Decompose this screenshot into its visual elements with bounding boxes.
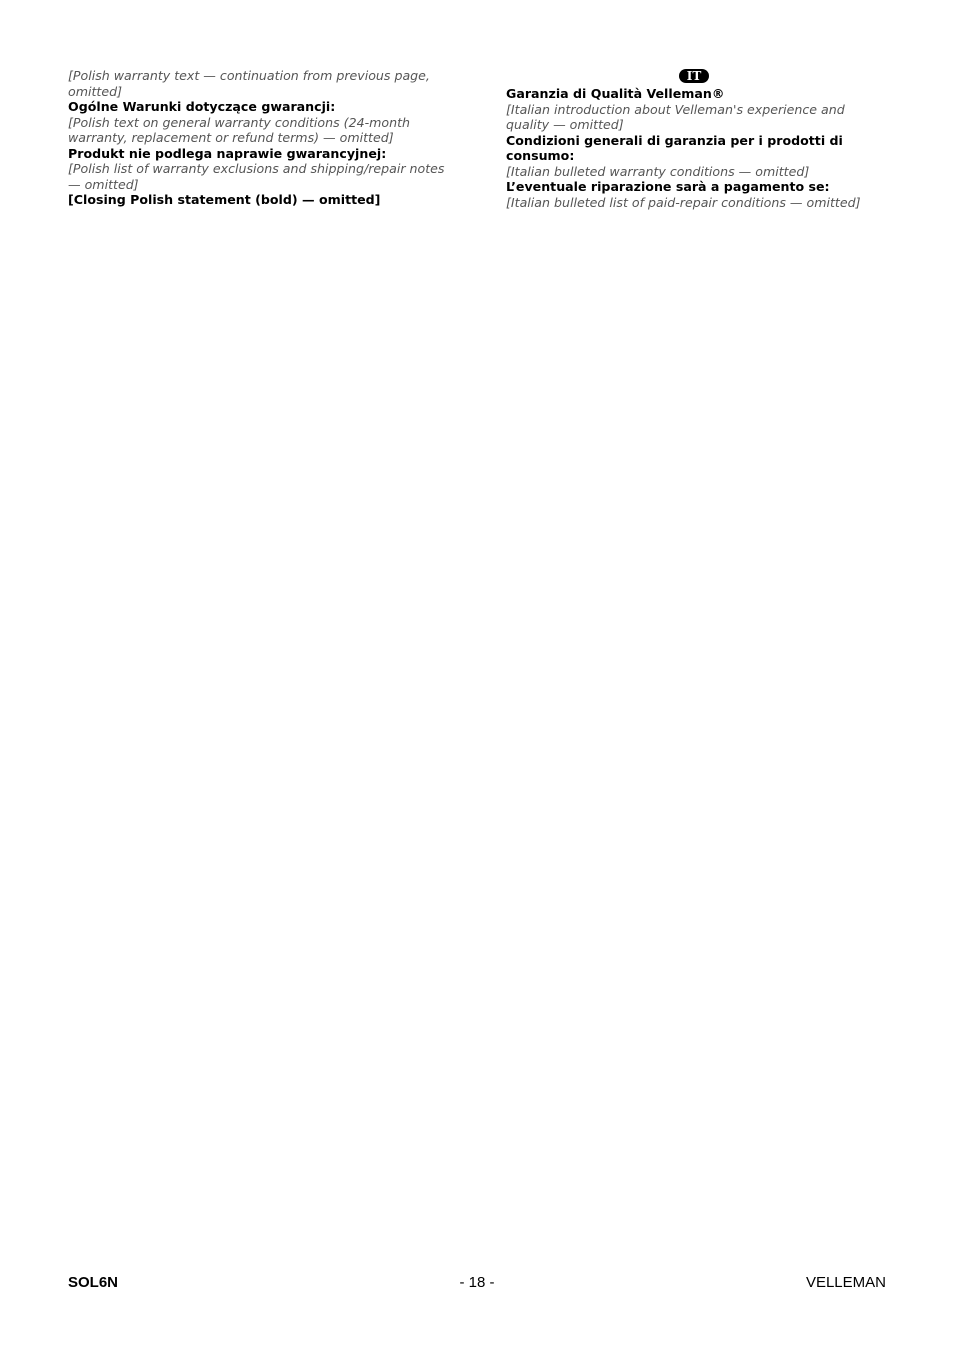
- right-column-heading: Garanzia di Qualità Velleman®: [506, 86, 725, 101]
- page-footer: [68, 1274, 886, 1294]
- left-column-paragraph: [Polish list of warranty exclusions and shipping/repair notes — omitted]: [68, 161, 445, 192]
- right-column-content: [506, 86, 888, 210]
- right-column: [506, 68, 888, 210]
- language-badge-it: IT: [679, 69, 710, 83]
- language-badge-wrap: [506, 68, 888, 84]
- right-column-paragraph: [Italian bulleted list of paid-repair conditions — omitted]: [506, 194, 861, 210]
- footer-page-number: - 18 -: [459, 1274, 495, 1291]
- right-column-heading: Condizioni generali di garanzia per i prodotti di consumo:: [506, 132, 843, 163]
- footer-brand: VELLEMAN: [805, 1274, 886, 1291]
- left-column-paragraph: [Polish warranty text — continuation from previous page, omitted]: [68, 68, 430, 99]
- left-column-heading: [Closing Polish statement (bold) — omitted]: [68, 192, 381, 207]
- right-column-paragraph: [Italian introduction about Velleman's experience and quality — omitted]: [506, 101, 845, 132]
- left-column-heading: Produkt nie podlega naprawie gwarancyjnej:: [68, 145, 387, 161]
- right-column-heading: L’eventuale riparazione sarà a pagamento se:: [506, 179, 830, 194]
- left-column-paragraph: [Polish text on general warranty conditions (24-month warranty, replacement or refund terms) — omitted]: [68, 114, 411, 145]
- right-column-paragraph: [Italian bulleted warranty conditions — omitted]: [506, 163, 810, 179]
- left-column-heading: Ogólne Warunki dotyczące gwarancji:: [68, 99, 336, 114]
- footer-model: SOL6N: [68, 1274, 119, 1291]
- left-column: [68, 68, 450, 208]
